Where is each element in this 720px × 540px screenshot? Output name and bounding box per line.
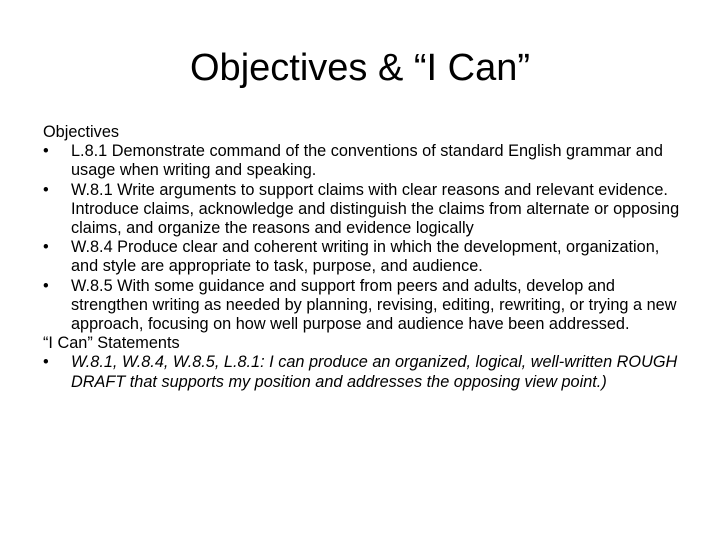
- ican-list: [43, 353, 683, 391]
- objective-text: W.8.1 Write arguments to support claims with clear reasons and relevant evidence. Introduce claims, acknowledge and distinguish the claims from alternate or opposing claims, and organize the reasons and evidence logically: [71, 180, 680, 238]
- slide-body: [43, 123, 683, 392]
- objective-text: L.8.1 Demonstrate command of the conventions of standard English grammar and usage when writing and speaking.: [71, 142, 663, 180]
- bullet-icon: •: [43, 238, 49, 257]
- list-item: [43, 142, 683, 180]
- bullet-icon: •: [43, 180, 49, 199]
- objectives-list: [43, 142, 683, 334]
- list-item: [43, 353, 683, 391]
- objective-text: W.8.4 Produce clear and coherent writing in which the development, organization, and style are appropriate to task, purpose, and audience.: [71, 238, 660, 276]
- ican-statement-text: W.8.1, W.8.4, W.8.5, L.8.1: I can produce an organized, logical, well-written ROUGH DRAFT that supports my position and addresses the opposing view point.): [71, 353, 678, 391]
- list-item: [43, 238, 683, 276]
- bullet-icon: •: [43, 142, 49, 161]
- objectives-heading: Objectives: [43, 123, 120, 141]
- list-item: [43, 277, 683, 335]
- list-item: [43, 181, 683, 239]
- bullet-icon: •: [43, 276, 49, 295]
- objective-text: W.8.5 With some guidance and support from peers and adults, develop and strengthen writing as needed by planning, revising, editing, rewriting, or trying a new approach, focusing on how well purpose and audience have been addressed.: [71, 276, 677, 334]
- ican-heading: “I Can” Statements: [43, 334, 180, 353]
- slide-title: Objectives & “I Can”: [190, 47, 530, 89]
- bullet-icon: •: [43, 353, 49, 372]
